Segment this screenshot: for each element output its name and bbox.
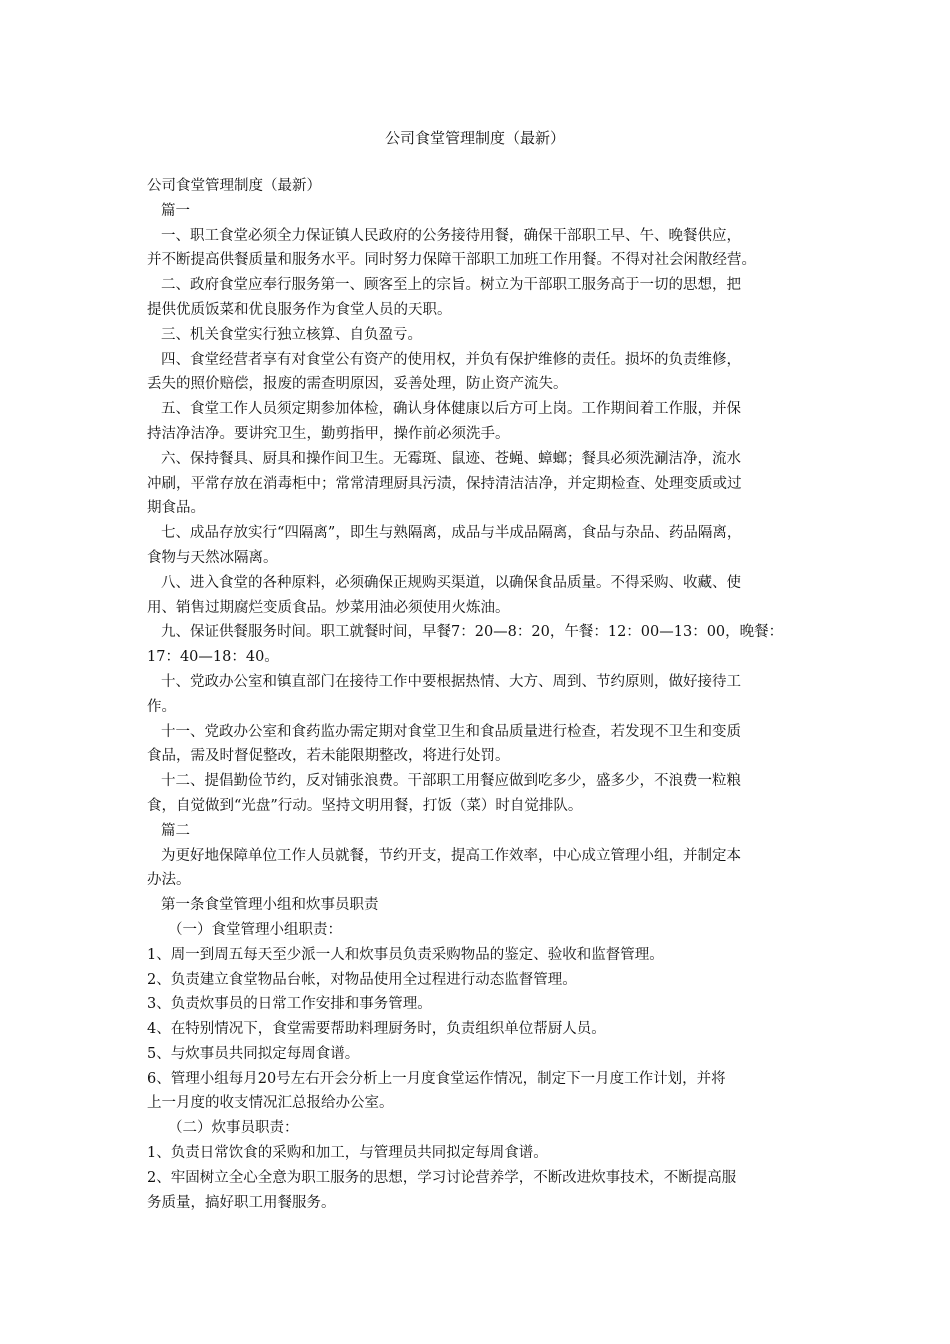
- text-line: 食物与天然冰隔离。: [147, 549, 278, 566]
- text-line: 3、负责炊事员的日常工作安排和事务管理。: [147, 996, 432, 1013]
- document-title: 公司食堂管理制度（最新）: [384, 129, 565, 147]
- text-line: 篇一: [161, 202, 190, 219]
- text-line: 篇二: [161, 822, 190, 839]
- text-line: 十、党政办公室和镇直部门在接待工作中要根据热情、大方、周到、节约原则，做好接待工: [161, 673, 741, 690]
- text-line: 公司食堂管理制度（最新）: [147, 178, 321, 194]
- text-line: 五、食堂工作人员须定期参加体检，确认身体健康以后方可上岗。工作期间着工作服，并保: [161, 401, 741, 418]
- text-line: 2、牢固树立全心全意为职工服务的思想，学习讨论营养学，不断改进炊事技术，不断提高服: [147, 1169, 737, 1186]
- text-line: 4、在特别情况下，食堂需要帮助料理厨务时，负责组织单位帮厨人员。: [147, 1021, 606, 1038]
- text-line: 务质量，搞好职工用餐服务。: [147, 1194, 336, 1211]
- document-body: [147, 174, 807, 1215]
- text-line: 1、负责日常饮食的采购和加工，与管理员共同拟定每周食谱。: [147, 1145, 548, 1162]
- text-line: 七、成品存放实行“四隔离”，即生与熟隔离，成品与半成品隔离，食品与杂品、药品隔离，: [161, 525, 742, 542]
- text-line: 十一、党政办公室和食药监办需定期对食堂卫生和食品质量进行检查，若发现不卫生和变质: [161, 723, 741, 740]
- text-line: 四、食堂经营者享有对食堂公有资产的使用权，并负有保护维修的责任。损坏的负责维修，: [161, 351, 741, 368]
- text-line: 2、负责建立食堂物品台帐，对物品使用全过程进行动态监督管理。: [147, 971, 577, 988]
- text-line: 用、销售过期腐烂变质食品。炒菜用油必须使用火炼油。: [147, 599, 510, 616]
- text-line: （二）炊事员职责：: [168, 1120, 299, 1137]
- text-line: 提供优质饭菜和优良服务作为食堂人员的天职。: [147, 301, 452, 318]
- text-line: （一）食堂管理小组职责：: [168, 921, 342, 938]
- text-line: 5、与炊事员共同拟定每周食谱。: [147, 1045, 360, 1062]
- text-line: 二、政府食堂应奉行服务第一、顾客至上的宗旨。树立为干部职工服务高于一切的思想，把: [161, 277, 741, 294]
- text-line: 一、职工食堂必须全力保证镇人民政府的公务接待用餐，确保干部职工早、午、晚餐供应，: [161, 227, 741, 244]
- text-line: 食品，需及时督促整改，若未能限期整改，将进行处罚。: [147, 748, 510, 765]
- text-line: 1、周一到周五每天至少派一人和炊事员负责采购物品的鉴定、验收和监督管理。: [147, 946, 664, 963]
- text-line: 九、保证供餐服务时间。职工就餐时间，早餐7：20—8：20，午餐：12：00—13：00，晚餐：: [161, 624, 784, 641]
- text-line: 并不断提高供餐质量和服务水平。同时努力保障干部职工加班工作用餐。不得对社会闲散经营。: [147, 252, 756, 269]
- text-line: 第一条食堂管理小组和炊事员职责: [161, 897, 379, 914]
- text-line: 冲刷，平常存放在消毒柜中；常常清理厨具污渍，保持清洁洁净，并定期检查、处理变质或过: [147, 475, 742, 492]
- text-line: 食，自觉做到“光盘”行动。坚持文明用餐，打饭（菜）时自觉排队。: [147, 797, 583, 814]
- text-line: 十二、提倡勤俭节约，反对铺张浪费。干部职工用餐应做到吃多少，盛多少，不浪费一粒粮: [161, 773, 741, 790]
- text-line: 六、保持餐具、厨具和操作间卫生。无霉斑、鼠迹、苍蝇、蟑螂；餐具必须洗涮洁净，流水: [161, 450, 741, 467]
- text-line: 持洁净洁净。要讲究卫生，勤剪指甲，操作前必须洗手。: [147, 425, 510, 442]
- text-line: 6、管理小组每月20号左右开会分析上一月度食堂运作情况，制定下一月度工作计划，并将: [147, 1070, 726, 1087]
- text-line: 作。: [147, 698, 176, 715]
- text-line: 八、进入食堂的各种原料，必须确保正规购买渠道，以确保食品质量。不得采购、收藏、使: [161, 574, 741, 591]
- text-line: 三、机关食堂实行独立核算、自负盈亏。: [161, 326, 422, 343]
- text-line: 期食品。: [147, 500, 205, 517]
- text-line: 为更好地保障单位工作人员就餐，节约开支，提高工作效率，中心成立管理小组，并制定本: [161, 847, 741, 864]
- text-line: 上一月度的收支情况汇总报给办公室。: [147, 1095, 394, 1112]
- text-line: 办法。: [147, 872, 191, 889]
- text-line: 丢失的照价赔偿，报废的需查明原因，妥善处理，防止资产流失。: [147, 376, 568, 393]
- text-line: 17：40—18：40。: [147, 649, 279, 666]
